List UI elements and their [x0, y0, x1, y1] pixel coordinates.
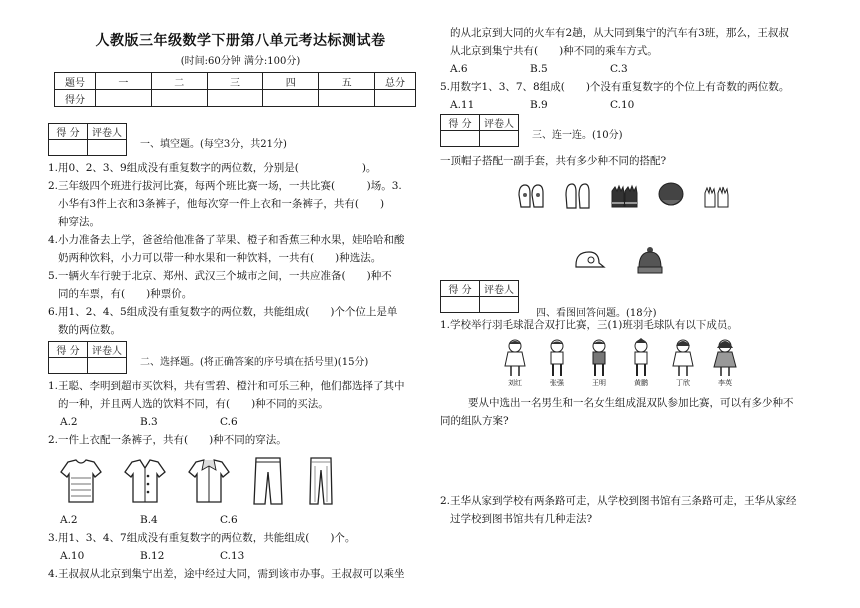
question: 4.王叔叔从北京到集宁出差，途中经过大同，需到该市办事。王叔叔可以乘坐: [48, 568, 405, 580]
options-row: [440, 96, 830, 114]
score-table: [54, 72, 416, 107]
option[interactable]: B.9: [530, 99, 548, 111]
member-name: 李英: [718, 379, 732, 387]
glove-icon: [608, 181, 640, 211]
member-name: 黄鹏: [634, 379, 648, 387]
left-column: [48, 30, 433, 583]
option[interactable]: A.2: [60, 416, 78, 428]
fur-hat-icon: [656, 180, 686, 212]
question: 同的组队方案?: [440, 415, 509, 427]
question: 小华有3件上衣和3条裤子，他每次穿一件上衣和一条裤子，共有( ): [58, 198, 385, 210]
grader-score-label: 得 分: [49, 124, 88, 140]
score-cell[interactable]: [96, 90, 152, 107]
score-cell[interactable]: [319, 90, 375, 107]
grader-score-cell[interactable]: [441, 131, 480, 147]
options-row: [48, 547, 433, 565]
grader-score-cell[interactable]: [49, 358, 88, 374]
score-cell: 题号: [55, 73, 96, 90]
score-cell: 五: [319, 73, 375, 90]
answer-space[interactable]: [440, 430, 830, 492]
question: 2.三年级四个班进行拔河比赛，每两个班比赛一场，一共比赛( )场。3.: [48, 180, 402, 192]
section4-header: [440, 280, 830, 319]
member: [626, 338, 656, 388]
option[interactable]: B.4: [140, 514, 158, 526]
option[interactable]: C.6: [220, 514, 238, 526]
baseball-cap-icon: [572, 249, 606, 273]
question: 1.王聪、李明到超市买饮料，共有雪碧、橙汁和可乐三种，他们都选择了其中: [48, 380, 405, 392]
exam-subtitle: (时间:60分钟 满分:100分): [180, 56, 301, 67]
option[interactable]: B.12: [140, 550, 165, 562]
grader-score-label: 得 分: [441, 281, 480, 297]
member: [668, 338, 698, 388]
grader-box: [440, 280, 519, 313]
question: 2.一件上衣配一条裤子，共有( )种不同的穿法。: [48, 434, 287, 446]
score-table-score-row: [55, 90, 416, 107]
coat-icon: [124, 458, 166, 504]
member-name: 张强: [550, 379, 564, 387]
grader-score-label: 得 分: [49, 342, 88, 358]
section4-title: 四、看图回答问题。(18分): [536, 308, 657, 319]
score-cell: 二: [151, 73, 207, 90]
grader-label: 评卷人: [480, 281, 519, 297]
girl-icon: [712, 338, 738, 378]
question: 从北京到集宁共有( )种不同的乘车方式。: [450, 45, 658, 57]
question: 1.用0、2、3、9组成没有重复数字的两位数，分别是( )。: [48, 162, 377, 174]
grader-score-cell[interactable]: [441, 297, 480, 313]
grader-box: [440, 114, 519, 147]
option[interactable]: C.6: [220, 416, 238, 428]
member: [542, 338, 572, 388]
section3-title: 三、连一连。(10分): [532, 130, 623, 141]
score-cell: 总分: [375, 73, 416, 90]
grader-score-label: 得 分: [441, 115, 480, 131]
grader-label: 评卷人: [88, 124, 127, 140]
clothes-illustration: [60, 453, 433, 509]
options-row: [48, 413, 433, 431]
grader-box: [48, 341, 127, 374]
question: 过学校到图书馆共有几种走法?: [450, 513, 593, 525]
grader-label: 评卷人: [480, 115, 519, 131]
trousers-icon: [252, 456, 284, 506]
section3-header: [440, 114, 830, 152]
girl-icon: [670, 338, 696, 378]
right-column: [440, 24, 830, 528]
boy-icon: [544, 338, 570, 378]
question: 4.小力准备去上学，爸爸给他准备了苹果、橙子和香蕉三种水果，娃哈哈和酸: [48, 234, 405, 246]
question: 5.一辆火车行驶于北京、郑州、武汉三个城市之间，一共应准备( )种不: [48, 270, 392, 282]
grader-name-cell[interactable]: [480, 131, 519, 147]
question: 2.王华从家到学校有两条路可走，从学校到图书馆有三条路可走，王华从家经: [440, 495, 797, 507]
question: 种穿法。: [58, 216, 100, 228]
score-cell[interactable]: [375, 90, 416, 107]
grader-score-cell[interactable]: [49, 140, 88, 156]
section1-header: [48, 123, 433, 159]
member-name: 丁欣: [676, 379, 690, 387]
option[interactable]: C.3: [610, 63, 628, 75]
hats-row: [572, 244, 830, 278]
grader-name-cell[interactable]: [88, 358, 127, 374]
pants-icon: [306, 456, 336, 506]
section2-header: [48, 341, 433, 377]
option[interactable]: A.10: [60, 550, 85, 562]
question: 一顶帽子搭配一副手套，共有多少种不同的搭配?: [440, 155, 667, 167]
option[interactable]: A.2: [60, 514, 78, 526]
girl-icon: [502, 338, 528, 378]
question: 3.用1、3、4、7组成没有重复数字的两位数，共能组成( )个。: [48, 532, 356, 544]
option[interactable]: C.10: [610, 99, 635, 111]
grader-name-cell[interactable]: [480, 297, 519, 313]
question: 的从北京到大同的火车有2趟，从大同到集宁的汽车有3班，那么，王叔叔: [450, 27, 789, 39]
grader-name-cell[interactable]: [88, 140, 127, 156]
team-members: [500, 338, 830, 388]
option[interactable]: B.5: [530, 63, 548, 75]
member-name: 刘红: [508, 379, 522, 387]
question: 6.用1、2、4、5组成没有重复数字的两位数，共能组成( )个个位上是单: [48, 306, 398, 318]
exam-title: 人教版三年级数学下册第八单元考达标测试卷: [95, 33, 386, 49]
finger-glove-icon: [702, 181, 732, 211]
question: 要从中选出一名男生和一名女生组成混双队参加比赛，可以有多少种不: [468, 397, 794, 409]
grader-box: [48, 123, 127, 156]
score-cell[interactable]: [263, 90, 319, 107]
grader-label: 评卷人: [88, 342, 127, 358]
score-cell: 三: [207, 73, 263, 90]
options-row: [440, 60, 830, 78]
score-cell: 得分: [55, 90, 96, 107]
option[interactable]: A.6: [450, 63, 468, 75]
jacket-icon: [188, 458, 230, 504]
boy-icon: [586, 338, 612, 378]
member: [710, 338, 740, 388]
score-table-header-row: [55, 73, 416, 90]
boy-icon: [628, 338, 654, 378]
question: 同的车票，有( )种票价。: [58, 288, 193, 300]
mitten-pair-icon: [516, 181, 546, 211]
question: 的一种，并且两人选的饮料不同，有( )种不同的买法。: [58, 398, 329, 410]
score-cell: 四: [263, 73, 319, 90]
section2-title: 二、选择题。(将正确答案的序号填在括号里)(15分): [140, 357, 369, 368]
sweater-icon: [60, 458, 102, 504]
mitten-icon: [562, 181, 592, 211]
score-cell: 一: [96, 73, 152, 90]
gloves-row: [516, 176, 830, 216]
options-row: [48, 511, 433, 529]
option[interactable]: A.11: [450, 99, 475, 111]
member: [584, 338, 614, 388]
member-name: 王明: [592, 379, 606, 387]
option[interactable]: C.13: [220, 550, 245, 562]
beanie-icon: [636, 246, 664, 276]
option[interactable]: B.3: [140, 416, 158, 428]
question: 数的两位数。: [58, 324, 121, 336]
score-cell[interactable]: [207, 90, 263, 107]
section1-title: 一、填空题。(每空3分，共21分): [140, 139, 287, 150]
question: 5.用数字1、3、7、8组成( )个没有重复数字的个位上有奇数的两位数。: [440, 81, 790, 93]
question: 1.学校举行羽毛球混合双打比赛，三(1)班羽毛球队有以下成员。: [440, 319, 738, 331]
member: [500, 338, 530, 388]
question: 奶两种饮料，小力可以带一种水果和一种饮料，一共有( )种选法。: [58, 252, 382, 264]
score-cell[interactable]: [151, 90, 207, 107]
